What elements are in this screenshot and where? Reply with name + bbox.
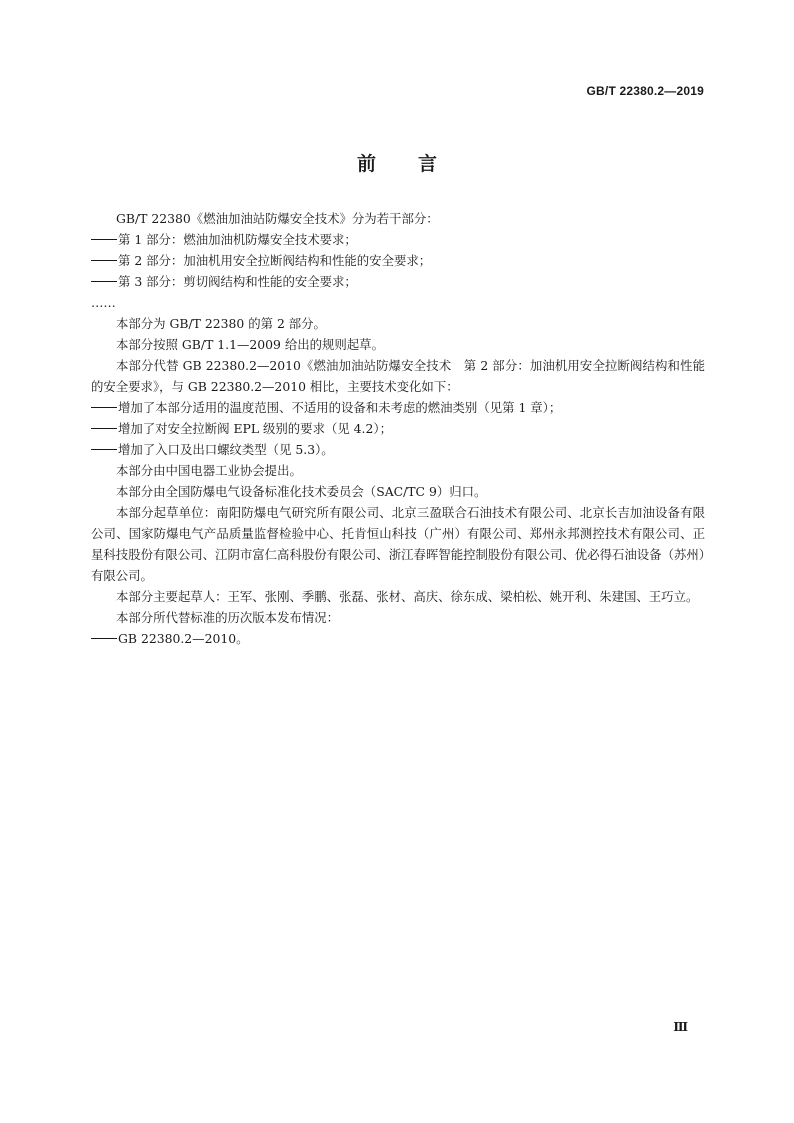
history-1-text: GB 22380.2—2010。 bbox=[118, 631, 249, 646]
drafting-units-paragraph: 本部分起草单位：南阳防爆电气研究所有限公司、北京三盈联合石油技术有限公司、北京长吉加油设备有限公司、国家防爆电气产品质量监督检验中心、托肯恒山科技（广州）有限公司、郑州永邦测控技术有限公司、正星科技股份有限公司、江阴市富仁高科股份有限公司、浙江春晖智能控制股份有限公司、优必得石油设备（苏州）有限公司。 bbox=[91, 505, 705, 583]
this-part-paragraph: 本部分为 GB/T 22380 的第 2 部分。 bbox=[116, 316, 326, 331]
list-item bbox=[91, 397, 705, 418]
managed-by-paragraph: 本部分由全国防爆电气设备标准化技术委员会（SAC/TC 9）归口。 bbox=[116, 484, 487, 499]
list-item bbox=[91, 418, 705, 439]
part-1-text: 第 1 部分：燃油加油机防爆安全技术要求； bbox=[118, 232, 357, 247]
foreword-body bbox=[91, 208, 705, 649]
page-number: Ⅲ bbox=[673, 1020, 688, 1034]
proposed-by-paragraph: 本部分由中国电器工业协会提出。 bbox=[116, 463, 302, 478]
list-item bbox=[91, 628, 705, 649]
drafting-rule-paragraph: 本部分按照 GB/T 1.1—2009 给出的规则起草。 bbox=[116, 337, 384, 352]
ellipsis: …… bbox=[91, 295, 116, 310]
intro-paragraph: GB/T 22380《燃油加油站防爆安全技术》分为若干部分： bbox=[116, 211, 439, 226]
part-3-text: 第 3 部分：剪切阀结构和性能的安全要求； bbox=[118, 274, 357, 289]
page-title: 前言 bbox=[356, 153, 479, 175]
list-item bbox=[91, 271, 705, 292]
dash-icon bbox=[91, 260, 117, 261]
part-2-text: 第 2 部分：加油机用安全拉断阀结构和性能的安全要求； bbox=[118, 253, 432, 268]
dash-icon bbox=[91, 407, 117, 408]
dash-icon bbox=[91, 428, 117, 429]
drafters-paragraph: 本部分主要起草人：王军、张刚、季鹏、张磊、张材、高庆、徐东成、梁柏松、姚开利、朱建国、王巧立。 bbox=[116, 589, 699, 604]
standard-number: GB/T 22380.2—2019 bbox=[586, 84, 704, 98]
change-2-text: 增加了对安全拉断阀 EPL 级别的要求（见 4.2）； bbox=[118, 421, 392, 436]
list-item bbox=[91, 250, 705, 271]
list-item bbox=[91, 229, 705, 250]
history-intro-paragraph: 本部分所代替标准的历次版本发布情况： bbox=[116, 610, 340, 625]
dash-icon bbox=[91, 239, 117, 240]
change-1-text: 增加了本部分适用的温度范围、不适用的设备和未考虑的燃油类别（见第 1 章）； bbox=[118, 400, 562, 415]
list-item bbox=[91, 439, 705, 460]
dash-icon bbox=[91, 281, 117, 282]
dash-icon bbox=[91, 638, 117, 639]
change-3-text: 增加了入口及出口螺纹类型（见 5.3）。 bbox=[118, 442, 334, 457]
dash-icon bbox=[91, 449, 117, 450]
replaces-paragraph: 本部分代替 GB 22380.2—2010《燃油加油站防爆安全技术 第 2 部分：加油机用安全拉断阀结构和性能的安全要求》，与 GB 22380.2—2010 相比，主要技术变化如下： bbox=[91, 358, 705, 394]
